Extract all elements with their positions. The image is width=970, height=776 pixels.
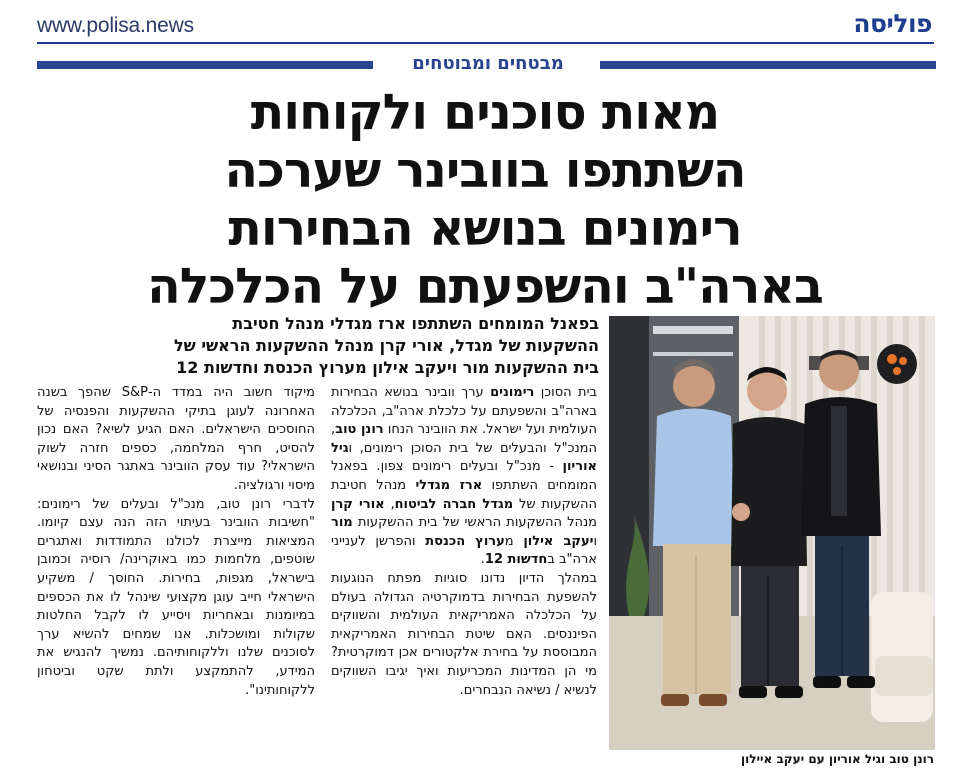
brand-logo-icon — [877, 344, 917, 384]
article-photo — [609, 316, 935, 750]
headline-line: השתתפו בוובינר שערכה — [224, 142, 746, 199]
subtitle-line: בפאנל המומחים השתתפו ארז מגדלי מנהל חטיבת — [232, 314, 599, 333]
header-rule — [37, 42, 934, 44]
headline-line: מאות סוכנים ולקוחות — [250, 84, 720, 141]
photo-illustration — [609, 316, 935, 750]
section-bar-right — [600, 61, 936, 69]
headline-line: רימונים בנושא הבחירות — [228, 200, 742, 257]
article-headline — [30, 84, 940, 316]
body-paragraph: במהלך הדיון נדונו סוגיות מפתח הנוגעות להשפעת הבחירות בדמוקרטיה הגדולה בעולם על הכלכלה האמריקאית העולמית והשווקים הפיננסים. האם שיטת הבחירות האמריקאית המבוססת על בחירת אלקטורים אכן דמוקרטית? מי הן המדינות המכריעות ואיך יגיבו השווקים לנשיא / נשיאה הנבחרים. — [331, 570, 597, 698]
section-label: מבטחים ומבוטחים — [412, 53, 564, 74]
publication-logo: פוליסה — [853, 9, 932, 38]
site-url[interactable]: www.polisa.news — [37, 14, 194, 37]
body-paragraph: בית הסוכן רימונים ערך וובינר בנושא הבחירות בארה"ב והשפעתם על כלכלת ארה"ב, הכלכלה העולמית ועל ישראל. את הוובינר הנחו רונן טוב, המנכ"ל והבעלים של בית הסוכן רימונים, וגיל אוריון - מנכ"ל ובעלים רימונים צפון. בפאנל המומחים השתתפו ארז מגדלי מנהל חטיבת ההשקעות של מגדל חברה לביטוח, אורי קרן מנהל ההשקעות הראשי של בית ההשקעות מור ויעקב אילון מערוץ הכנסת והפרשן לענייני ארה"ב בחדשות 12. — [331, 385, 598, 568]
body-column-left — [37, 384, 315, 700]
section-bar-left — [37, 61, 373, 69]
headline-line: בארה"ב והשפעתם על הכלכלה — [147, 258, 823, 315]
body-column-right — [331, 384, 597, 700]
subtitle-line: בית ההשקעות מור ויעקב אילון מערוץ הכנסת וחדשות 12 — [176, 358, 599, 377]
subtitle-line: ההשקעות של מגדל, אורי קרן מנהל ההשקעות הראשי של — [173, 336, 599, 355]
body-paragraph: מיקוד חשוב היה במדד ה-S&P שהפך בשנה האחרונה לעוגן בתיקי ההשקעות והפנסיה של החוסכים הישראלים. האם הגיע לשיא? האם נכון להסיט, חרף המלחמה, כספים חזרה לשוק הישראלי? עוד עסק הוובינר באתגר הסיני ובנושאי מיסוי ורגולציה. — [37, 385, 315, 493]
body-paragraph: לדברי רונן טוב, מנכ"ל ובעלים של רימונים: "חשיבות הוובינר בעיתוי הזה הנה עצם קיומו. המציאות מייצרת לכולנו התמודדות ואתגרים שוטפים, מלחמות כמו באוקרינה/ רוסיה וכמובן בישראל, מגפות, בחירות. החוסך / משקיע הישראלי חייב עוגן מקצועי שינהל לו את הכספים במיומנות ובאחריות ויסייע לו לקבל החלטות שקולות ומושכלות. אנו שמחים להשיא ערך לסוכנים שלנו וללקוחותיהם. נמשיך להנגיש את המידע, להתמקצע ולתת שקט וביטחון ללקוחותינו". — [37, 496, 315, 698]
thumbs-up-icon — [732, 503, 750, 521]
photo-caption: רונן טוב וגיל אוריון עם יעקב איילון — [740, 752, 934, 766]
article-subtitle — [37, 313, 599, 379]
